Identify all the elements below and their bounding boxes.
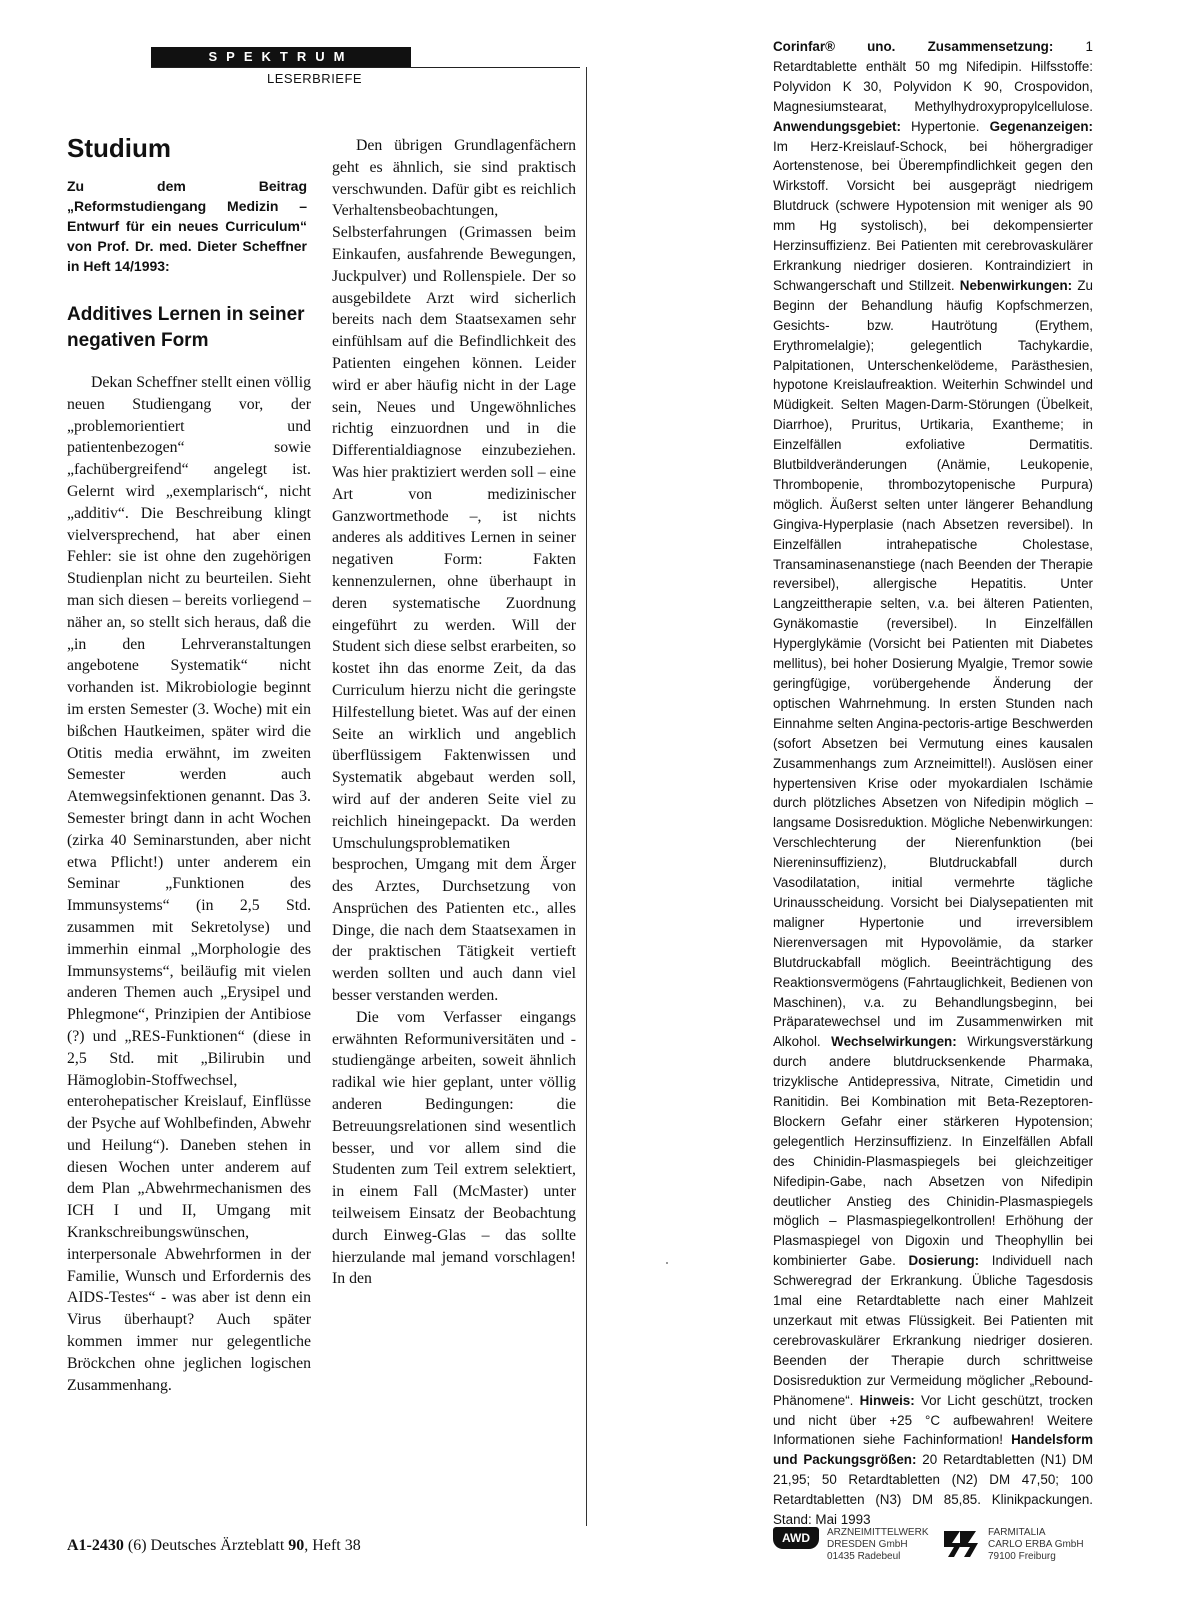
label-gegenanzeigen: Gegenanzeigen: <box>989 118 1093 134</box>
label-hinweis: Hinweis: <box>859 1392 915 1408</box>
text-hinweis: Vor Licht geschützt, trocken und nicht über +25 °C aufbewahren! Weitere Informationen siehe Fachinformation! <box>773 1392 1093 1448</box>
label-dosierung: Dosierung: <box>908 1253 980 1269</box>
awd-address <box>827 1527 928 1563</box>
awd-logo <box>773 1527 928 1563</box>
journal-name: (6) Deutsches Ärzteblatt <box>127 1537 285 1554</box>
text-dosierung: Individuell nach Schweregrad der Erkrankung. Übliche Tagesdosis 1mal eine Retardtablette nach einer Mahlzeit unzerkaut mit etwas Flüssigkeit. Bei Patienten mit cerebrovaskulärer Erkrankung niedriger dosieren. Beenden der Therapie durch schrittweise Dosisreduktion zur Vermeidung möglicher „Rebound-Phänomene“. <box>773 1253 1093 1408</box>
scan-speck <box>666 1262 668 1264</box>
awd-company-line: ARZNEIMITTELWERK <box>827 1527 929 1538</box>
label-handelsform: Handelsform und Packungsgrößen: <box>773 1432 1093 1468</box>
text-gegenanzeigen: Im Herz-Kreislauf-Schock, bei höhergradiger Aortenstenose, bei Überempfindlichkeit gegen den Wirkstoff. Vorsicht bei ausgeprägt niedrigem Blutdruck (schwere Hypotension mit weniger als 90 mm Hg systolisch), bei dekompensierter Herzinsuffizienz. Bei Patienten mit cerebrovaskulärer Erkrankung niedriger dosieren. Kontraindiziert in Schwangerschaft und Stillzeit. <box>773 138 1093 293</box>
text-handelsform: 20 Retardtabletten (N1) DM 21,95; 50 Retardtabletten (N2) DM 47,50; 100 Retardtabletten (N3) DM 85,85. Klinikpackungen. <box>773 1452 1093 1508</box>
page-number: A1-2430 <box>67 1537 124 1554</box>
label-nebenwirkungen: Nebenwirkungen: <box>959 277 1073 293</box>
section-banner: SPEKTRUM <box>151 47 411 67</box>
awd-logo-mark: AWD <box>773 1527 819 1549</box>
paragraph: Den übrigen Grundlagenfächern geht es ähnlich, sie sind praktisch verschwunden. Dafür gibt es reichlich Verhaltensbeobachtungen, Selbsterfahrungen (Grimassen beim Einkaufen, ausfahrende Bewegungen, Juckpulver) und Rollenspiele. Der so ausgebildete Arzt wird sicherlich bereits nach dem Staatsexamen sehr einfühlsam auf die Befindlichkeit des Patienten eingehen können. Leider wird er aber häufig nicht in der Lage sein, Neues und Ungewöhnliches richtig einzuordnen und in die Differentialdiagnose einzubeziehen. Was hier praktiziert werden soll – eine Art von medizinischer Ganzwortmethode –, ist nichts anderes als additives Lernen in seiner negativen Form: Fakten kennenzulernen, ohne überhaupt in deren systematische Zuordnung eingeführt zu werden. Will der Student sich diese selbst erarbeiten, so kostet ihn das enorme Zeit, da das Curriculum hierzu nicht die geringste Hilfestellung bietet. Was auf der einen Seite an wirklich und angeblich überflüssigem Faktenwissen und Systematik abgebaut werden soll, wird auf der anderen Seite viel zu reichlich hineingepackt. Da werden Umschulungsproblematiken besprochen, Umgang mit dem Ärger des Arztes, Durchsetzung von Ansprüchen des Patienten etc., alles Dinge, die nach dem Staatsexamen in der praktischen Tätigkeit vertieft werden sollten und auch dann viel besser verstanden werden. <box>332 137 576 1005</box>
paragraph: Dekan Scheffner stellt einen völlig neuen Studiengang vor, der „problemorientiert und patientenbezogen“ sowie „fachübergreifend“ angelegt ist. Gelernt wird „exemplarisch“, nicht „additiv“. Die Beschreibung klingt vielversprechend, hat aber einen Fehler: sie ist ohne den zugehörigen Studienplan nicht zu beurteilen. Sieht man sich diesen – bereits vorliegend – näher an, so stellt sich heraus, daß die „in den Lehrveranstaltungen angebotene Systematik“ nicht vorhanden ist. Mikrobiologie beginnt im ersten Semester (3. Woche) mit ein bißchen Hautkeimen, später wird die Otitis media erwähnt, im zweiten Semester werden auch Atemwegsinfektionen genannt. Das 3. Semester bringt dann in acht Wochen (zirka 40 Seminarstunden, aber nicht etwa Pflicht!) unter anderem ein Seminar „Funktionen des Immunsystems“ (in 2,5 Std. zusammen mit Sekretolyse) und immerhin einmal „Morphologie des Immunsystems“, beiläufig mit vielen anderen Themen auch „Erysipel und Phlegmone“, Prinzipien der Antibiose (?) und „RES-Funktionen“ (diese in 2,5 Std. mit „Bilirubin und Hämoglobin-Stoffwechsel, enterohepatischer Kreislauf, Einflüsse der Psyche auf Wohlbefinden, Abwehr und Heilung“). Daneben stehen in diesen Wochen unter anderem auf dem Plan „Abwehrmechanismen des ICH I und II, Umgang mit Krankschreibungswünschen, interpersonale Abwehrformen in der Familie, Wunsch und Erfordernis des AIDS-Testes“ - was aber ist denn ein Virus überhaupt? Auch später kommen immer nur gelegentliche Bröckchen ohne jeglichen logischen Zusammenhang. <box>67 374 311 1394</box>
label-anwendungsgebiet: Anwendungsgebiet: <box>773 118 901 134</box>
awd-company-line: 01435 Radebeul <box>827 1551 901 1562</box>
farmitalia-company-line: 79100 Freiburg <box>988 1551 1056 1562</box>
text-nebenwirkungen: Zu Beginn der Behandlung häufig Kopfschmerzen, Gesichts- bzw. Hautrötung (Erythem, Erythromelalgie); gelegentlich Tachykardie, Palpitationen, Unterschenkelödeme, Parästhesien, hypotone Kreislaufreaktion. Weiterhin Schwindel und Müdigkeit. Selten Magen-Darm-Störungen (Übelkeit, Diarrhoe), Pruritus, Urtikaria, Exantheme; in Einzelfällen exfoliative Dermatitis. Blutbildveränderungen (Anämie, Leukopenie, Thrombopenie, thrombozytopenische Purpura) möglich. Äußerst selten unter längerer Behandlung Gingiva-Hyperplasie (nach Absetzen reversibel). In Einzelfällen intrahepatische Cholestase, Transaminasenanstiege (nach Beenden der Therapie reversibel), allergische Hepatitis. Unter Langzeittherapie selten, v.a. bei älteren Patienten, Gynäkomastie (reversibel). In Einzelfällen Hyperglykämie (Vorsicht bei Patienten mit Diabetes mellitus), bei hoher Dosierung Myalgie, Tremor sowie geringfügige, vorübergehende Änderung der optischen Wahrnehmung. In ersten Stunden nach Einnahme selten Angina-pectoris-artige Beschwerden (sofort Absetzen bei Vermutung eines kausalen Zusammenhangs zum Arzneimittel!). Auslösen einer hypertensiven Krise oder myokardialen Ischämie durch plötzliches Absetzen von Nifedipin möglich – langsame Dosisreduktion. Mögliche Nebenwirkungen: Verschlechterung der Nierenfunktion (bei Niereninsuffizienz), Blutdruckabfall durch Vasodilatation, initial vermehrte tägliche Urinausscheidung. Vorsicht bei Dialysepatienten mit maligner Hypertonie und irreversiblem Nierenversagen mit Hypovolämie, da starker Blutdruckabfall möglich. Beeinträchtigung des Reaktionsvermögens (Fahrtauglichkeit, Bedienen von Maschinen), v.a. zu Behandlungsbeginn, bei Präparatewechsel und im Zusammenwirken mit Alkohol. <box>773 277 1093 1050</box>
farmitalia-company-line: CARLO ERBA GmbH <box>988 1539 1084 1550</box>
farmitalia-logo-icon <box>940 1527 980 1561</box>
article-intro: Zu dem Beitrag „Reformstudiengang Medizin – Entwurf für ein neues Curriculum“ von Prof. Dr. med. Dieter Scheffner in Heft 14/1993: <box>67 178 307 274</box>
drug-information-column <box>773 37 1093 1530</box>
article-column-2 <box>332 135 576 1290</box>
column-divider <box>586 67 587 1526</box>
volume-number: 90 <box>288 1537 305 1554</box>
page-footer <box>67 1537 361 1555</box>
farmitalia-company-line: FARMITALIA <box>988 1527 1046 1538</box>
text-wechselwirkungen: Wirkungsverstärkung durch andere blutdrucksenkende Pharmaka, trizyklische Antidepressiva, Nitrate, Cimetidin und Ranitidin. Bei Kombination mit Beta-Rezeptoren-Blockern Gefahr einer stärkeren Hypotension; gelegentlich Herzinsuffizienz. In Einzelfällen Abfall des Chinidin-Plasmaspiegels bei gleichzeitiger Nifedipin-Gabe, nach Absetzen von Nifedipin deutlicher Anstieg des Chinidin-Plasmaspiegels möglich – Plasmaspiegelkontrollen! Erhöhung der Plasmaspiegel von Digoxin und Theophyllin bei kombinierter Gabe. <box>773 1034 1093 1269</box>
product-name: Corinfar® uno. <box>773 39 896 54</box>
article-subhead: Additives Lernen in seiner negativen Form <box>67 304 305 351</box>
stand-date: Stand: Mai 1993 <box>773 1512 871 1528</box>
text-anwendungsgebiet: Hypertonie. <box>911 118 980 134</box>
awd-company-line: DRESDEN GmbH <box>827 1539 908 1550</box>
article-column-1 <box>67 372 311 1396</box>
article-headline: Studium <box>67 133 171 163</box>
header-rule <box>151 67 580 68</box>
issue-label: , Heft 38 <box>304 1537 361 1554</box>
text-zusammensetzung: 1 Retardtablette enthält 50 mg Nifedipin. Hilfsstoffe: Polyvidon K 30, Polyvidon K 90, Crospovidon, Magnesiumstearat, Methylhydroxypropylcellulose. <box>773 39 1093 114</box>
paragraph: Die vom Verfasser eingangs erwähnten Reformuniversitäten und -studiengänge arbeiten, soweit ähnlich radikal wie hier geplant, unter völlig anderen Bedingungen: die Betreuungsrelationen sind wesentlich besser, und vor allem sind die Studenten zum Teil extrem selektiert, in einem Fall (McMaster) unter teilweisem Einsatz der Beobachtung durch Einweg-Glas – das sollte hierzulande mal jemand vorschlagen! In den <box>332 1008 576 1288</box>
section-label: LESERBRIEFE <box>267 71 363 86</box>
farmitalia-address <box>988 1527 1084 1563</box>
farmitalia-logo <box>940 1527 1084 1563</box>
label-zusammensetzung: Zusammensetzung: <box>927 39 1054 54</box>
label-wechselwirkungen: Wechselwirkungen: <box>831 1034 957 1050</box>
